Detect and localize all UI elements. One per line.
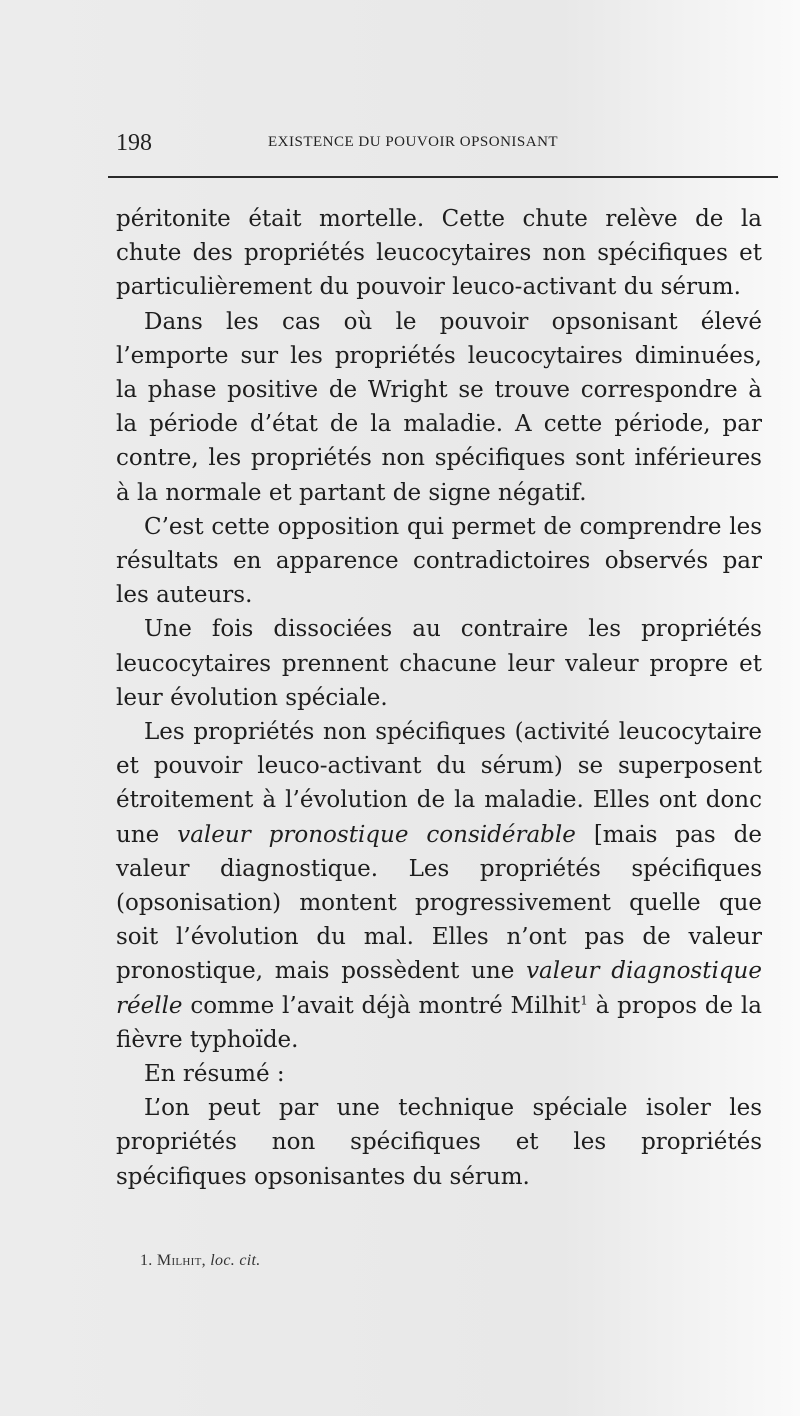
paragraph-text: C’est cette opposition qui permet de comprendre les résultats en apparence contradictoires observés par les auteurs.	[116, 513, 762, 609]
paragraph-text: Une fois dissociées au contraire les propriétés leucocytaires prennent chacune leur valeur propre et leur évolution spéciale.	[116, 616, 762, 711]
page-number: 198	[116, 130, 152, 156]
footnote-number: 1.	[140, 1252, 153, 1269]
running-title: EXISTENCE DU POUVOIR OPSONISANT	[268, 134, 559, 150]
running-head	[116, 126, 756, 162]
paragraph-text: à propos de la fièvre typhoïde.	[116, 992, 762, 1053]
paragraph	[116, 1057, 762, 1091]
paragraph-text: péritonite était mortelle. Cette chute relève de la chute des propriétés leucocytaires non spécifiques et particulièrement du pouvoir leuco-activant du sérum.	[116, 206, 762, 301]
paragraph-text: [mais pas de valeur diagnostique. Les propriétés spécifiques (opsonisation) montent progressivement quelle que soit l’évolution du mal. Elles n’ont pas de valeur pronostique, mais possèdent une	[116, 821, 762, 985]
header-rule	[108, 176, 778, 178]
body-text	[116, 202, 762, 1194]
paragraph	[116, 510, 762, 613]
paragraph	[116, 202, 762, 305]
paragraph-text: L’on peut par une technique spéciale isoler les propriétés non spécifiques et les propriétés spécifiques opsonisantes du sérum.	[116, 1095, 762, 1190]
paragraph	[116, 612, 762, 715]
paragraph	[116, 1091, 762, 1194]
paragraph	[116, 715, 762, 1057]
footnote-reference: loc. cit.	[210, 1252, 261, 1269]
footnote	[140, 1252, 261, 1270]
paragraph-text: Dans les cas où le pouvoir opsonisant élevé l’emporte sur les propriétés leucocytaires diminuées, la phase positive de Wright se trouve correspondre à la période d’état de la maladie. A cette période, par contre, les propriétés non spécifiques sont inférieures à la normale et partant de signe négatif.	[116, 308, 762, 506]
footnote-author: Milhit,	[156, 1252, 206, 1269]
footnote-marker: 1	[580, 993, 588, 1008]
paragraph-text: comme l’avait déjà montré Milhit	[182, 992, 581, 1019]
paragraph	[116, 305, 762, 510]
paragraph-text: En résumé :	[144, 1061, 285, 1088]
paragraph-text: Les propriétés non spécifiques (activité leucocytaire et pouvoir leuco-activant du sérum) se superposent étroitement à l’évolution de la maladie. Elles ont donc une	[116, 719, 762, 848]
emphasis-text: valeur diagnostique réelle	[116, 958, 762, 1019]
emphasis-text: valeur pronostique considérable	[177, 821, 576, 848]
